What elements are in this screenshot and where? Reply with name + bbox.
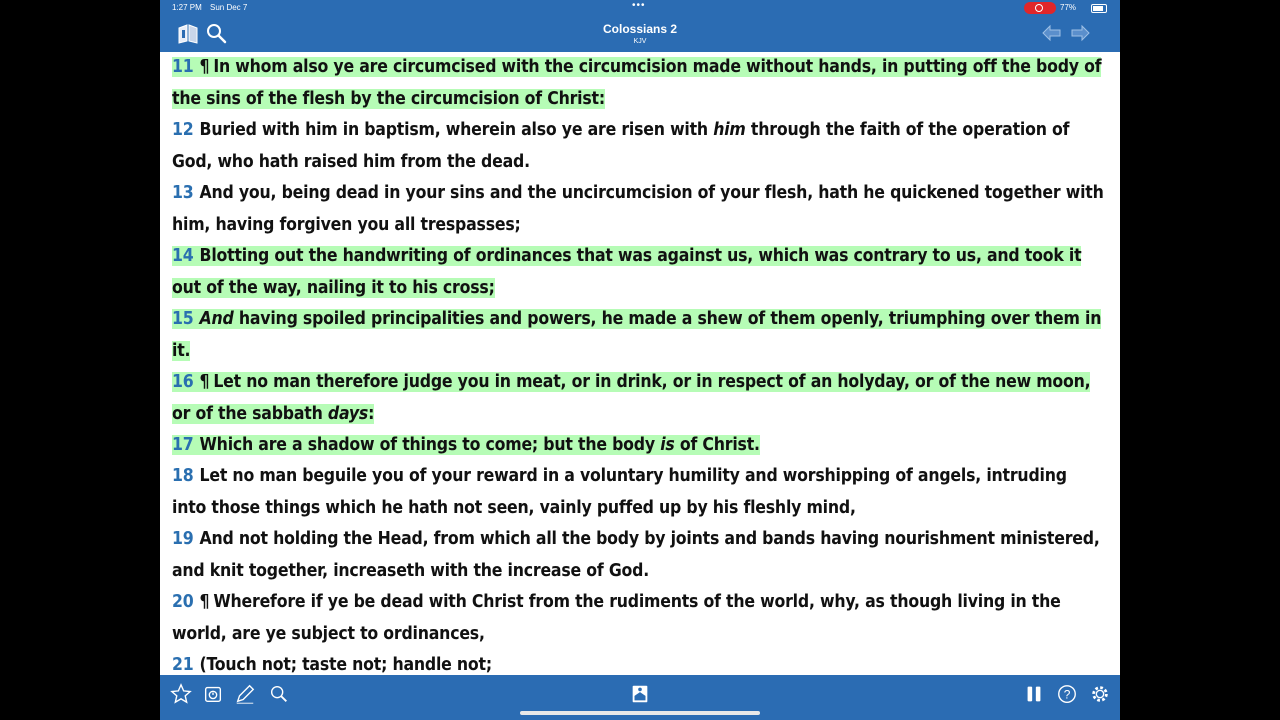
pen-icon[interactable] — [234, 683, 256, 705]
verse-text-run: Wherefore if ye be dead with Christ from the rudiments of the world, why, as though living in the world, are ye subject to ordinances, — [172, 592, 1061, 644]
verse-text-run: Blotting out the handwriting of ordinances that was against us, which was contrary to us, and took it out of the way, nailing it to his cross; — [172, 246, 1082, 298]
pilcrow-mark: ¶ — [199, 57, 210, 77]
search-icon[interactable] — [204, 21, 228, 45]
page-title[interactable]: Colossians 2 — [602, 22, 678, 36]
verse-text-run: And you, being dead in your sins and the uncircumcision of your flesh, hath he quickened together with him, having forgiven you all trespasses; — [172, 183, 1104, 235]
verse-18[interactable] — [172, 461, 1106, 524]
verse-text — [172, 529, 1100, 581]
help-icon[interactable] — [1056, 683, 1078, 705]
battery-percent: 77% — [1060, 3, 1077, 12]
verse-number[interactable]: 21 — [172, 655, 194, 675]
verse-number[interactable]: 14 — [172, 246, 194, 266]
forward-arrow-icon[interactable] — [1068, 21, 1092, 45]
bible-text-area[interactable] — [160, 52, 1120, 675]
highlighted-verse-text — [172, 246, 1081, 298]
verse-text-run: of Christ. — [674, 435, 760, 455]
search-notes-icon[interactable] — [268, 683, 290, 705]
verse-number[interactable]: 11 — [172, 57, 194, 77]
pilcrow-mark: ¶ — [199, 372, 210, 392]
highlighted-verse-text — [172, 435, 760, 455]
verse-21[interactable] — [172, 650, 1106, 675]
verse-19[interactable] — [172, 524, 1106, 587]
translation-label[interactable]: KJV — [633, 38, 647, 45]
verse-number[interactable]: 17 — [172, 435, 194, 455]
italic-supplied-word: days — [327, 403, 369, 424]
verse-number[interactable]: 19 — [172, 529, 194, 549]
verse-text-run: Buried with him in baptism, wherein also ye are risen with — [199, 120, 714, 140]
status-time: 1:27 PM — [172, 3, 202, 12]
verse-20[interactable] — [172, 587, 1106, 650]
verse-text — [172, 592, 1061, 644]
verse-15[interactable] — [172, 304, 1106, 367]
history-icon[interactable] — [202, 683, 224, 705]
verse-text-run: (Touch not; taste not; handle not; — [199, 655, 492, 675]
verse-text-run: Which are a shadow of things to come; but the body — [199, 435, 661, 455]
verse-14[interactable] — [172, 241, 1106, 304]
verse-text-run: And not holding the Head, from which all the body by joints and bands having nourishment ministered, and knit together, increaseth with the increase of God. — [172, 529, 1100, 581]
verse-13[interactable] — [172, 178, 1106, 241]
svg-text:?: ? — [1063, 687, 1071, 702]
verse-text-run: : — [368, 403, 375, 424]
highlighted-verse-text — [172, 372, 1090, 424]
verse-text — [172, 183, 1104, 235]
status-date: Sun Dec 7 — [210, 3, 248, 12]
app-window — [160, 0, 1120, 720]
verse-number[interactable]: 13 — [172, 183, 194, 203]
multitask-dots[interactable]: ••• — [632, 0, 646, 11]
verse-text — [172, 655, 492, 675]
reader-icon[interactable] — [629, 683, 651, 705]
verse-text-run: Let no man beguile you of your reward in a voluntary humility and worshipping of angels, intruding into those things which he hath not seen, vainly puffed up by his fleshly mind, — [172, 466, 1067, 518]
italic-supplied-word: is — [660, 435, 675, 455]
italic-supplied-word: And — [199, 309, 234, 329]
parallel-icon[interactable] — [1023, 683, 1045, 705]
status-bar — [160, 0, 1120, 16]
verse-number[interactable]: 15 — [172, 309, 194, 329]
italic-supplied-word: him — [713, 120, 746, 140]
nav-bar — [160, 16, 1120, 52]
verse-17[interactable] — [172, 430, 1106, 462]
verse-text — [172, 466, 1067, 518]
verse-number[interactable]: 18 — [172, 466, 194, 486]
verse-16[interactable] — [172, 367, 1106, 430]
highlighted-verse-text — [172, 309, 1101, 361]
verse-number[interactable]: 16 — [172, 372, 194, 392]
battery-icon — [1091, 4, 1107, 13]
library-icon[interactable] — [176, 21, 200, 45]
settings-icon[interactable] — [1089, 683, 1111, 705]
verse-text — [172, 120, 1069, 172]
home-indicator[interactable] — [520, 711, 760, 715]
verse-number[interactable]: 20 — [172, 592, 194, 612]
back-arrow-icon[interactable] — [1040, 21, 1064, 45]
verse-11[interactable] — [172, 52, 1106, 115]
verse-text-run: through the faith of the operation of God, who hath raised him from the dead. — [172, 120, 1070, 172]
screen-recording-icon[interactable] — [1024, 2, 1056, 14]
star-icon[interactable] — [170, 683, 192, 705]
highlighted-verse-text — [172, 57, 1101, 109]
verse-12[interactable] — [172, 115, 1106, 178]
verse-text-run: having spoiled principalities and powers, he made a shew of them openly, triumphing over them in it. — [172, 309, 1102, 361]
pilcrow-mark: ¶ — [199, 592, 210, 612]
verse-text-run: In whom also ye are circumcised with the circumcision made without hands, in putting off the body of the sins of the flesh by the circumcision of Christ: — [172, 57, 1102, 109]
verse-text-run: Let no man therefore judge you in meat, or in drink, or in respect of an holyday, or of the new moon, or of the sabbath — [172, 372, 1091, 424]
verse-number[interactable]: 12 — [172, 120, 194, 140]
